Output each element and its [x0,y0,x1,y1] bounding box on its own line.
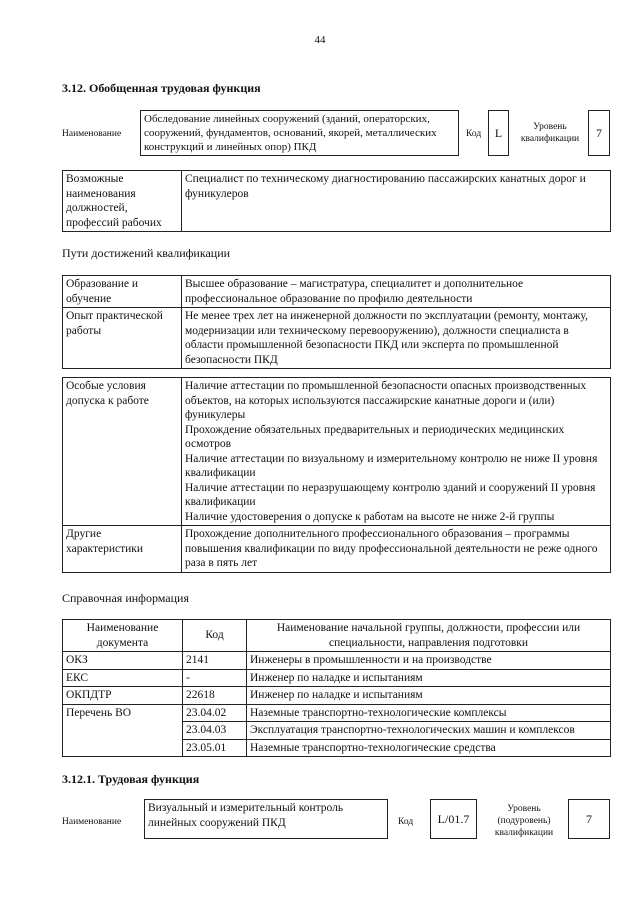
condition-item: Наличие аттестации по неразрушающему контролю зданий и сооружений II уровня квалификации [185,481,596,508]
paths-row [63,308,611,369]
reference-doc: ОКЗ [63,652,183,670]
paths-value: Высшее образование – магистратура, специалитет и дополнительное профессиональное образование по профилю деятельности [182,276,611,308]
name-label: Наименование [62,129,122,139]
sub-level-label: Уровень (подуровень) квалификации [494,804,554,838]
table-row [63,652,611,670]
reference-code: 22618 [183,687,247,705]
reference-header-doc: Наименование документа [63,620,183,652]
reference-name: Эксплуатация транспортно-технологических машин и комплексов [247,722,611,740]
other-row [63,526,611,573]
level-value: 7 [588,110,610,156]
reference-name: Наземные транспортно-технологические средства [247,739,611,757]
reference-code: - [183,669,247,687]
code-label: Код [466,129,482,139]
other-label: Другие характеристики [63,526,182,573]
reference-doc: Перечень ВО [63,704,183,757]
reference-name: Инженеры в промышленности и на производстве [247,652,611,670]
paths-label: Образование и обучение [63,276,182,308]
positions-row [63,171,611,232]
section-title: 3.12. Обобщенная трудовая функция [62,81,261,95]
sub-level-value: 7 [568,799,610,839]
reference-name: Инженер по наладке и испытаниям [247,669,611,687]
table-row [63,687,611,705]
positions-value: Специалист по техническому диагностированию пассажирских канатных дорог и фуникулеров [182,171,611,232]
sub-name-value: Визуальный и измерительный контроль линейных сооружений ПКД [144,799,388,839]
positions-table [62,170,611,232]
conditions-row [63,378,611,526]
condition-item: Прохождение обязательных предварительных и периодических медицинских осмотров [185,423,565,450]
conditions-items [182,378,611,526]
reference-code: 2141 [183,652,247,670]
reference-name: Наземные транспортно-технологические комплексы [247,704,611,722]
reference-code: 23.04.03 [183,722,247,740]
reference-header-code: Код [183,620,247,652]
page-number: 44 [314,34,326,46]
condition-item: Наличие аттестации по промышленной безопасности опасных производственных объектов, на которых используются пассажирские канатные дороги и (или) фуникулеры [185,380,587,421]
code-value: L [488,110,509,156]
paths-table [62,275,611,369]
reference-code: 23.05.01 [183,739,247,757]
level-label: Уровень квалификации [520,122,580,144]
table-row [63,669,611,687]
subsection-title: 3.12.1. Трудовая функция [62,772,200,786]
name-value: Обследование линейных сооружений (зданий, операторских, сооружений, фундаментов, оснований, якорей, металлических конструкций и линейных опор) ПКД [140,110,459,156]
reference-name: Инженер по наладке и испытаниям [247,687,611,705]
conditions-table [62,377,611,573]
paths-title: Пути достижений квалификации [62,246,231,260]
reference-code: 23.04.02 [183,704,247,722]
paths-value: Не менее трех лет на инженерной должности по эксплуатации (ремонту, монтажу, модернизации или техническому перевооружению), должности специалиста в области промышленной безопасности ПКД или эксперта по промышленной безопасности ПКД [182,308,611,369]
conditions-label: Особые условия допуска к работе [63,378,182,526]
condition-item: Наличие удостоверения о допуске к работам на высоте не ниже 2-й группы [185,510,555,523]
sub-code-value: L/01.7 [430,799,477,839]
condition-item: Наличие аттестации по визуальному и измерительному контролю не ниже II уровня квалификации [185,452,598,479]
other-value: Прохождение дополнительного профессионального образования – программы повышения квалификации по виду профессиональной деятельности не реже одного раза в пять лет [182,526,611,573]
reference-doc: ЕКС [63,669,183,687]
reference-title: Справочная информация [62,591,189,605]
positions-label: Возможные наименования должностей, профессий рабочих [63,171,182,232]
reference-header-row [63,620,611,652]
sub-code-label: Код [398,817,414,827]
reference-table [62,619,611,757]
reference-header-name: Наименование начальной группы, должности, профессии или специальности, направления подготовки [247,620,611,652]
paths-label: Опыт практической работы [63,308,182,369]
table-row [63,704,611,722]
sub-name-label: Наименование [62,817,122,827]
reference-doc: ОКПДТР [63,687,183,705]
paths-row [63,276,611,308]
